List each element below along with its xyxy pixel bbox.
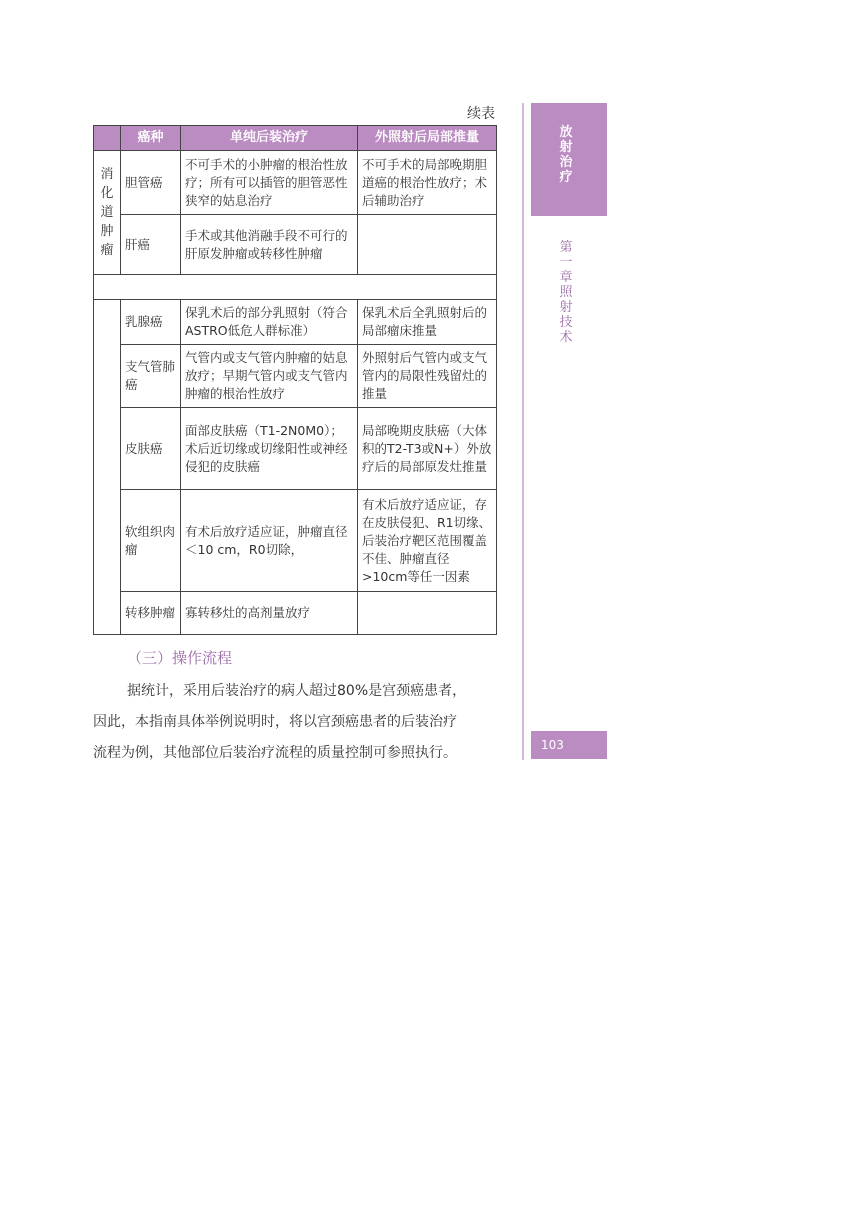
body-paragraph: [93, 676, 498, 769]
blank-cell: [94, 275, 497, 300]
alone-cell: 手术或其他消融手段不可行的肝原发肿瘤或转移性肿瘤: [181, 215, 358, 275]
boost-cell: 保乳术后全乳照射后的局部瘤床推量: [358, 300, 497, 345]
paragraph-line: 流程为例，其他部位后装治疗流程的质量控制可参照执行。: [93, 745, 457, 761]
radiotherapy-indication-table: [93, 125, 497, 635]
page-number: 103: [531, 731, 607, 759]
header-boost-after-ebrt: 外照射后局部推量: [358, 126, 497, 151]
table-row: [94, 345, 497, 408]
group-label-text: 消化道肿瘤: [100, 167, 114, 258]
header-brachytherapy-alone: 单纯后装治疗: [181, 126, 358, 151]
table-row: [94, 151, 497, 215]
boost-cell: 有术后放疗适应证，存在皮肤侵犯、R1切缘、后装治疗靶区范围覆盖不佳、肿瘤直径>10cm等任一因素: [358, 490, 497, 592]
cancer-type-cell: 皮肤癌: [121, 408, 181, 490]
section-heading: （三）操作流程: [127, 649, 233, 667]
table-row: [94, 592, 497, 635]
group-empty-cell: [94, 300, 121, 635]
cancer-type-cell: 胆管癌: [121, 151, 181, 215]
alone-cell: 保乳术后的部分乳照射（符合ASTRO低危人群标准）: [181, 300, 358, 345]
alone-cell: 有术后放疗适应证，肿瘤直径＜10 cm，R0切除，: [181, 490, 358, 592]
boost-cell: 外照射后气管内或支气管内的局限性残留灶的推量: [358, 345, 497, 408]
table-row: [94, 215, 497, 275]
group-label-digestive: [94, 151, 121, 275]
cancer-type-cell: 转移肿瘤: [121, 592, 181, 635]
boost-cell: 局部晚期皮肤癌（大体积的T2-T3或N+）外放疗后的局部原发灶推量: [358, 408, 497, 490]
cancer-type-cell: 乳腺癌: [121, 300, 181, 345]
boost-cell: [358, 215, 497, 275]
alone-cell: 面部皮肤癌（T1-2N0M0）；术后近切缘或切缘阳性或神经侵犯的皮肤癌: [181, 408, 358, 490]
margin-divider: [522, 103, 524, 760]
alone-cell: 寡转移灶的高剂量放疗: [181, 592, 358, 635]
header-group: [94, 126, 121, 151]
cancer-type-cell: 支气管肺癌: [121, 345, 181, 408]
chapter-label: 第 一 章 照 射 技 术: [559, 240, 573, 345]
boost-cell: 不可手术的局部晚期胆道癌的根治性放疗；术后辅助治疗: [358, 151, 497, 215]
cancer-type-cell: 肝癌: [121, 215, 181, 275]
header-cancer-type: 癌种: [121, 126, 181, 151]
paragraph-line: 据统计，采用后装治疗的病人超过80%是宫颈癌患者，: [127, 683, 467, 699]
alone-cell: 气管内或支气管内肿瘤的姑息放疗；早期气管内或支气管内肿瘤的根治性放疗: [181, 345, 358, 408]
sidebar-tab-label: 放 射 治 疗: [559, 125, 573, 185]
cancer-type-cell: 软组织肉瘤: [121, 490, 181, 592]
alone-cell: 不可手术的小肿瘤的根治性放疗；所有可以插管的胆管恶性狭窄的姑息治疗: [181, 151, 358, 215]
boost-cell: [358, 592, 497, 635]
continued-label: 续表: [467, 106, 495, 122]
blank-separator-row: [94, 275, 497, 300]
table-row: [94, 408, 497, 490]
table-row: [94, 300, 497, 345]
table-header-row: [94, 126, 497, 151]
table-row: [94, 490, 497, 592]
paragraph-line: 因此，本指南具体举例说明时，将以宫颈癌患者的后装治疗: [93, 714, 457, 730]
